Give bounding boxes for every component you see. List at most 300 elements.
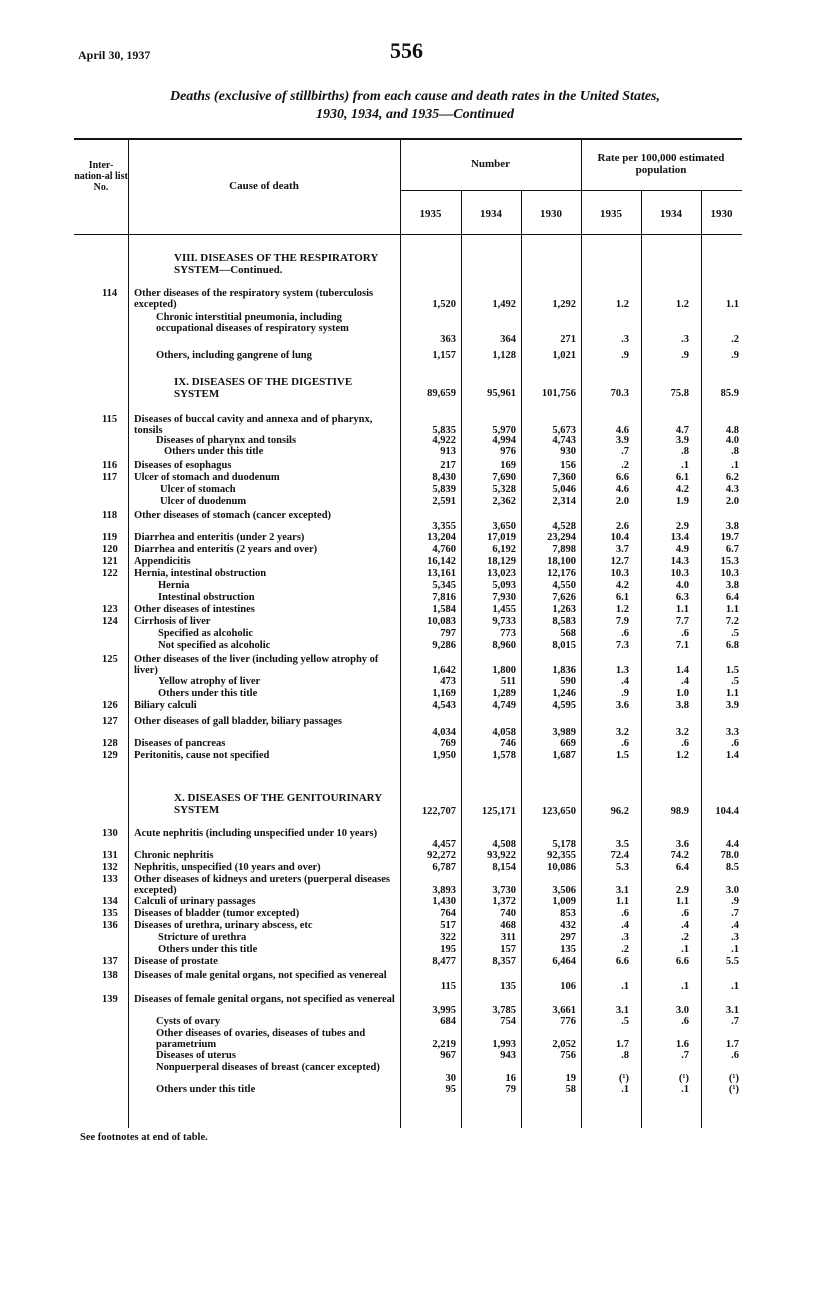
rate-value: .4 (681, 676, 689, 687)
rate-value: 5.3 (615, 862, 629, 873)
rate-value: 7.9 (615, 616, 629, 627)
number-value: 1,687 (552, 750, 576, 761)
list-no: 138 (102, 970, 118, 981)
list-no: 127 (102, 716, 118, 727)
rate-value: .7 (681, 1050, 689, 1061)
rate-value: 2.0 (615, 496, 629, 507)
number-value: 1,128 (492, 350, 516, 361)
rate-value: .1 (621, 981, 629, 992)
number-value: 297 (560, 932, 576, 943)
rate-value: 1.1 (675, 896, 689, 907)
rate-value: 14.3 (670, 556, 689, 567)
rate-value: 72.4 (610, 850, 629, 861)
number-value: 684 (440, 1016, 456, 1027)
list-no: 134 (102, 896, 118, 907)
cause-of-death: Acute nephritis (including unspecified under 10 years) (134, 828, 378, 839)
rate-value: .6 (681, 738, 689, 749)
cause-of-death: Hernia, intestinal obstruction (134, 568, 267, 579)
rate-value: (¹) (678, 1073, 689, 1084)
rate-value: 1.1 (725, 688, 739, 699)
cause-of-death: Chronic interstitial pneumonia, including occupational diseases of respiratory system (156, 312, 349, 334)
section-x-r1934: 98.9 (670, 806, 689, 817)
rate-value: .8 (621, 1050, 629, 1061)
number-value: 364 (500, 334, 516, 345)
number-value: 967 (440, 1050, 456, 1061)
rate-value: 10.3 (670, 568, 689, 579)
title-line-1: Deaths (exclusive of stillbirths) from each cause and death rates in the United States, (169, 89, 660, 104)
number-value: 95 (445, 1084, 456, 1095)
number-value: 19 (565, 1073, 576, 1084)
rate-value: 78.0 (720, 850, 739, 861)
cause-of-death: Ulcer of stomach and duodenum (134, 472, 280, 483)
rate-value: .1 (681, 1084, 689, 1095)
header-num-1935: 1935 (419, 208, 442, 220)
number-value: 754 (500, 1016, 516, 1027)
rate-value: 3.1 (615, 1005, 629, 1016)
number-value: 2,591 (432, 496, 456, 507)
number-value: 1,993 (492, 1039, 516, 1050)
cause-of-death: Diseases of bladder (tumor excepted) (134, 908, 300, 919)
cause-of-death: Other diseases of stomach (cancer excepted) (134, 510, 332, 521)
rate-value: .7 (731, 1016, 739, 1027)
number-value: 1,578 (492, 750, 516, 761)
rate-value: 1.2 (615, 299, 629, 310)
title-line-2: 1930, 1934, and 1935—Continued (316, 107, 514, 122)
number-value: 157 (500, 944, 516, 955)
cause-of-death: Other diseases of intestines (134, 604, 255, 615)
number-value: 4,550 (552, 580, 576, 591)
rate-value: 4.7 (675, 425, 689, 436)
number-value: 473 (440, 676, 456, 687)
number-value: 3,355 (432, 521, 456, 532)
section-title-ix: IX. DISEASES OF THE DIGESTIVE SYSTEM (174, 376, 353, 400)
number-value: 217 (440, 460, 456, 471)
header-rate-1930: 1930 (710, 208, 733, 220)
number-value: 764 (440, 908, 456, 919)
number-value: 7,898 (552, 544, 576, 555)
number-value: 756 (560, 1050, 576, 1061)
number-value: 7,816 (432, 592, 456, 603)
rate-value: (¹) (728, 1084, 739, 1095)
number-value: 1,169 (432, 688, 456, 699)
number-value: 1,246 (552, 688, 576, 699)
rate-value: 3.2 (615, 727, 629, 738)
number-value: 2,219 (432, 1039, 456, 1050)
number-value: 3,989 (552, 727, 576, 738)
rate-value: .8 (681, 446, 689, 457)
number-value: 773 (500, 628, 516, 639)
cause-of-death: Others under this title (158, 688, 258, 699)
number-value: 1,430 (432, 896, 456, 907)
number-value: 5,093 (492, 580, 516, 591)
rate-value: 2.6 (615, 521, 629, 532)
number-value: 1,289 (492, 688, 516, 699)
rate-value: 4.6 (615, 425, 629, 436)
rate-value: 1.4 (675, 665, 689, 676)
number-value: 797 (440, 628, 456, 639)
number-value: 3,893 (432, 885, 456, 896)
list-no: 120 (102, 544, 118, 555)
cause-of-death: Biliary calculi (134, 700, 197, 711)
number-value: 4,743 (552, 435, 576, 446)
rate-value: 4.3 (725, 484, 739, 495)
rate-value: (¹) (618, 1073, 629, 1084)
rate-value: .6 (621, 908, 629, 919)
rate-value: 4.2 (615, 580, 629, 591)
section-x-n1934: 125,171 (481, 806, 516, 817)
rate-value: .9 (681, 350, 689, 361)
cause-of-death: Ulcer of duodenum (160, 496, 247, 507)
cause-of-death: Others under this title (156, 1084, 256, 1095)
header-number: Number (470, 158, 511, 170)
page-number: 556 (390, 38, 423, 63)
number-value: 746 (500, 738, 516, 749)
list-no: 129 (102, 750, 118, 761)
number-value: 1,263 (552, 604, 576, 615)
number-value: 7,690 (492, 472, 516, 483)
number-value: 4,058 (492, 727, 516, 738)
list-no: 126 (102, 700, 118, 711)
list-no: 119 (102, 532, 118, 543)
section-ix-r1934: 75.8 (670, 388, 689, 399)
number-value: 1,372 (492, 896, 516, 907)
rate-value: 3.8 (675, 700, 689, 711)
number-value: 16,142 (427, 556, 456, 567)
rate-value: 2.9 (675, 521, 689, 532)
number-value: 740 (500, 908, 516, 919)
rate-value: 6.6 (675, 956, 689, 967)
rate-value: 7.2 (725, 616, 739, 627)
rate-value: .2 (621, 944, 629, 955)
rate-value: 10.4 (610, 532, 629, 543)
number-value: 106 (560, 981, 576, 992)
rate-value: 6.2 (725, 472, 739, 483)
cause-of-death: Diseases of male genital organs, not specified as venereal (134, 970, 387, 981)
cause-of-death: Stricture of urethra (158, 932, 247, 943)
number-value: 5,970 (492, 425, 516, 436)
rate-value: 6.4 (675, 862, 689, 873)
cause-of-death: Disease of prostate (134, 956, 218, 967)
number-value: 3,506 (552, 885, 576, 896)
list-no: 135 (102, 908, 118, 919)
cause-of-death: Others under this title (158, 944, 258, 955)
number-value: 1,584 (432, 604, 456, 615)
number-value: 3,661 (552, 1005, 576, 1016)
cause-of-death: Other diseases of the respiratory system (tuberculosis excepted) (134, 288, 374, 310)
rate-value: .7 (731, 908, 739, 919)
number-value: 4,543 (432, 700, 456, 711)
number-value: 769 (440, 738, 456, 749)
number-value: 8,154 (492, 862, 516, 873)
cause-of-death: Diseases of female genital organs, not specified as venereal (134, 994, 395, 1005)
cause-of-death: Others under this title (164, 446, 264, 457)
header-rate: Rate per 100,000 estimated population (597, 152, 725, 176)
rate-value: .6 (731, 1050, 739, 1061)
rate-value: .1 (681, 944, 689, 955)
list-no: 130 (102, 828, 118, 839)
number-value: 1,520 (432, 299, 456, 310)
number-value: 156 (560, 460, 576, 471)
section-ix-n1930: 101,756 (541, 388, 576, 399)
number-value: 913 (440, 446, 456, 457)
cause-of-death: Chronic nephritis (134, 850, 214, 861)
number-value: 3,730 (492, 885, 516, 896)
number-value: 5,673 (552, 425, 576, 436)
number-value: 1,836 (552, 665, 576, 676)
number-value: 4,528 (552, 521, 576, 532)
rate-value: .2 (681, 932, 689, 943)
rate-value: 4.8 (725, 425, 739, 436)
rate-value: 4.6 (615, 484, 629, 495)
rate-value: 3.8 (725, 521, 739, 532)
rate-value: 1.5 (615, 750, 629, 761)
rate-value: 1.0 (675, 688, 689, 699)
rate-value: .6 (621, 628, 629, 639)
number-value: 4,595 (552, 700, 576, 711)
rate-value: .6 (681, 908, 689, 919)
number-value: 4,457 (432, 839, 456, 850)
rate-value: 5.5 (725, 956, 739, 967)
rate-value: .3 (731, 932, 739, 943)
cause-of-death: Diseases of buccal cavity and annexa and of pharynx, tonsils (134, 414, 373, 436)
rate-value: .3 (621, 932, 629, 943)
rate-value: .9 (731, 896, 739, 907)
number-value: 79 (505, 1084, 516, 1095)
section-title-x: X. DISEASES OF THE GENITOURINARY SYSTEM (174, 792, 382, 816)
rate-value: 1.2 (615, 604, 629, 615)
rate-value: 6.4 (725, 592, 739, 603)
header-num-1934: 1934 (480, 208, 502, 220)
rate-value: 74.2 (670, 850, 689, 861)
number-value: 7,930 (492, 592, 516, 603)
number-value: 3,785 (492, 1005, 516, 1016)
cause-of-death: Diarrhea and enteritis (2 years and over) (134, 544, 318, 555)
mortality-table (74, 138, 742, 1128)
number-value: 9,733 (492, 616, 516, 627)
rate-value: .6 (681, 1016, 689, 1027)
number-value: 115 (440, 981, 456, 992)
cause-of-death: Yellow atrophy of liver (158, 676, 261, 687)
number-value: 18,129 (487, 556, 516, 567)
rate-value: 3.0 (675, 1005, 689, 1016)
number-value: 1,950 (432, 750, 456, 761)
number-value: 23,294 (547, 532, 576, 543)
rate-value: 6.6 (615, 472, 629, 483)
header-rate-1934: 1934 (660, 208, 682, 220)
section-x-r1930: 104.4 (715, 806, 739, 817)
cause-of-death: Cysts of ovary (156, 1016, 221, 1027)
number-value: 432 (560, 920, 576, 931)
rate-value: .7 (621, 446, 629, 457)
number-value: 271 (560, 334, 576, 345)
cause-of-death: Nonpuerperal diseases of breast (cancer excepted) (156, 1062, 380, 1073)
number-value: 669 (560, 738, 576, 749)
rate-value: 10.3 (610, 568, 629, 579)
table-title (70, 88, 760, 124)
rate-value: .9 (731, 350, 739, 361)
rate-value: 4.9 (675, 544, 689, 555)
number-value: 58 (565, 1084, 576, 1095)
rate-value: 1.4 (725, 750, 739, 761)
rate-value: 3.0 (725, 885, 739, 896)
number-value: 2,314 (552, 496, 576, 507)
number-value: 8,015 (552, 640, 576, 651)
header-list-no: Inter-nation-al list No. (74, 160, 128, 193)
rate-value: 13.4 (670, 532, 689, 543)
rate-value: .9 (621, 350, 629, 361)
number-value: 363 (440, 334, 456, 345)
rate-value: .6 (731, 738, 739, 749)
rate-value: 1.1 (675, 604, 689, 615)
rate-value: .1 (681, 460, 689, 471)
rate-value: 3.7 (615, 544, 629, 555)
rate-value: .1 (731, 981, 739, 992)
number-value: 468 (500, 920, 516, 931)
number-value: 17,019 (487, 532, 516, 543)
rate-value: .4 (731, 920, 739, 931)
list-no: 131 (102, 850, 118, 861)
number-value: 169 (500, 460, 516, 471)
section-ix-r1935: 70.3 (610, 388, 629, 399)
cause-of-death: Hernia (158, 580, 190, 591)
section-x-n1935: 122,707 (421, 806, 456, 817)
number-value: 4,760 (432, 544, 456, 555)
number-value: 135 (560, 944, 576, 955)
cause-of-death: Diseases of pancreas (134, 738, 226, 749)
number-value: 30 (445, 1073, 456, 1084)
cause-of-death: Diseases of pharynx and tonsils (156, 435, 297, 446)
footnote: See footnotes at end of table. (80, 1132, 208, 1143)
rate-value: 1.6 (675, 1039, 689, 1050)
list-no: 125 (102, 654, 118, 665)
rate-value: 10.3 (720, 568, 739, 579)
number-value: 943 (500, 1050, 516, 1061)
section-ix-n1934: 95,961 (487, 388, 516, 399)
cause-of-death: Other diseases of kidneys and ureters (puerperal diseases excepted) (134, 874, 390, 896)
cause-of-death: Ulcer of stomach (160, 484, 236, 495)
rate-value: 7.3 (615, 640, 629, 651)
section-ix-n1935: 89,659 (427, 388, 456, 399)
number-value: 12,176 (547, 568, 576, 579)
number-value: 776 (560, 1016, 576, 1027)
number-value: 3,995 (432, 1005, 456, 1016)
rate-value: 1.7 (725, 1039, 739, 1050)
number-value: 3,650 (492, 521, 516, 532)
cause-of-death: Other diseases of gall bladder, biliary passages (134, 716, 342, 727)
cause-of-death: Calculi of urinary passages (134, 896, 256, 907)
list-no: 136 (102, 920, 118, 931)
number-value: 1,157 (432, 350, 456, 361)
cause-of-death: Other diseases of ovaries, diseases of tubes and parametrium (156, 1028, 366, 1050)
rate-value: 4.0 (725, 435, 739, 446)
list-no: 115 (102, 414, 118, 425)
rate-value: 4.4 (725, 839, 739, 850)
number-value: 6,192 (492, 544, 516, 555)
rate-value: .1 (731, 944, 739, 955)
rate-value: 3.6 (675, 839, 689, 850)
rate-value: 3.1 (615, 885, 629, 896)
list-no: 132 (102, 862, 118, 873)
number-value: 5,839 (432, 484, 456, 495)
rate-value: 3.5 (615, 839, 629, 850)
number-value: 13,204 (427, 532, 456, 543)
header-rate-1935: 1935 (600, 208, 622, 220)
number-value: 5,046 (552, 484, 576, 495)
rate-value: .6 (621, 738, 629, 749)
rate-value: .4 (621, 676, 629, 687)
cause-of-death: Diarrhea and enteritis (under 2 years) (134, 532, 305, 543)
rate-value: 4.2 (675, 484, 689, 495)
number-value: 5,345 (432, 580, 456, 591)
number-value: 18,100 (547, 556, 576, 567)
list-no: 117 (102, 472, 118, 483)
section-x-n1930: 123,650 (541, 806, 576, 817)
number-value: 1,455 (492, 604, 516, 615)
rate-value: 3.1 (725, 1005, 739, 1016)
rate-value: 1.1 (725, 299, 739, 310)
rate-value: 3.3 (725, 727, 739, 738)
list-no: 123 (102, 604, 118, 615)
rate-value: 2.0 (725, 496, 739, 507)
rate-value: .1 (731, 460, 739, 471)
number-value: 10,083 (427, 616, 456, 627)
cause-of-death: Diseases of urethra, urinary abscess, etc (134, 920, 313, 931)
cause-of-death: Diseases of uterus (156, 1050, 236, 1061)
rate-value: 6.7 (725, 544, 739, 555)
number-value: 16 (505, 1073, 516, 1084)
rate-value: 1.2 (675, 299, 689, 310)
rate-value: 3.8 (725, 580, 739, 591)
rate-value: .4 (681, 920, 689, 931)
number-value: 1,009 (552, 896, 576, 907)
rate-value: 12.7 (610, 556, 629, 567)
number-value: 7,360 (552, 472, 576, 483)
number-value: 4,034 (432, 727, 456, 738)
rate-value: 6.6 (615, 956, 629, 967)
rate-value: 4.0 (675, 580, 689, 591)
number-value: 853 (560, 908, 576, 919)
page-date: April 30, 1937 (78, 48, 151, 62)
number-value: 976 (500, 446, 516, 457)
rate-value: 3.9 (675, 435, 689, 446)
number-value: 311 (500, 932, 516, 943)
number-value: 13,161 (427, 568, 456, 579)
rate-value: 1.2 (675, 750, 689, 761)
number-value: 10,086 (547, 862, 576, 873)
rate-value: (¹) (728, 1073, 739, 1084)
number-value: 511 (500, 676, 516, 687)
rate-value: 1.7 (615, 1039, 629, 1050)
number-value: 568 (560, 628, 576, 639)
rate-value: .2 (731, 334, 739, 345)
rate-value: .3 (681, 334, 689, 345)
number-value: 92,355 (547, 850, 576, 861)
section-x-r1935: 96.2 (610, 806, 629, 817)
rate-value: 7.7 (675, 616, 689, 627)
cause-of-death: Cirrhosis of liver (134, 616, 211, 627)
number-value: 5,328 (492, 484, 516, 495)
number-value: 6,787 (432, 862, 456, 873)
list-no: 124 (102, 616, 118, 627)
rate-value: 7.1 (675, 640, 689, 651)
cause-of-death: Specified as alcoholic (158, 628, 254, 639)
number-value: 4,922 (432, 435, 456, 446)
list-no: 139 (102, 994, 118, 1005)
rate-value: 19.7 (720, 532, 739, 543)
rate-value: .3 (621, 334, 629, 345)
number-value: 322 (440, 932, 456, 943)
number-value: 4,749 (492, 700, 516, 711)
